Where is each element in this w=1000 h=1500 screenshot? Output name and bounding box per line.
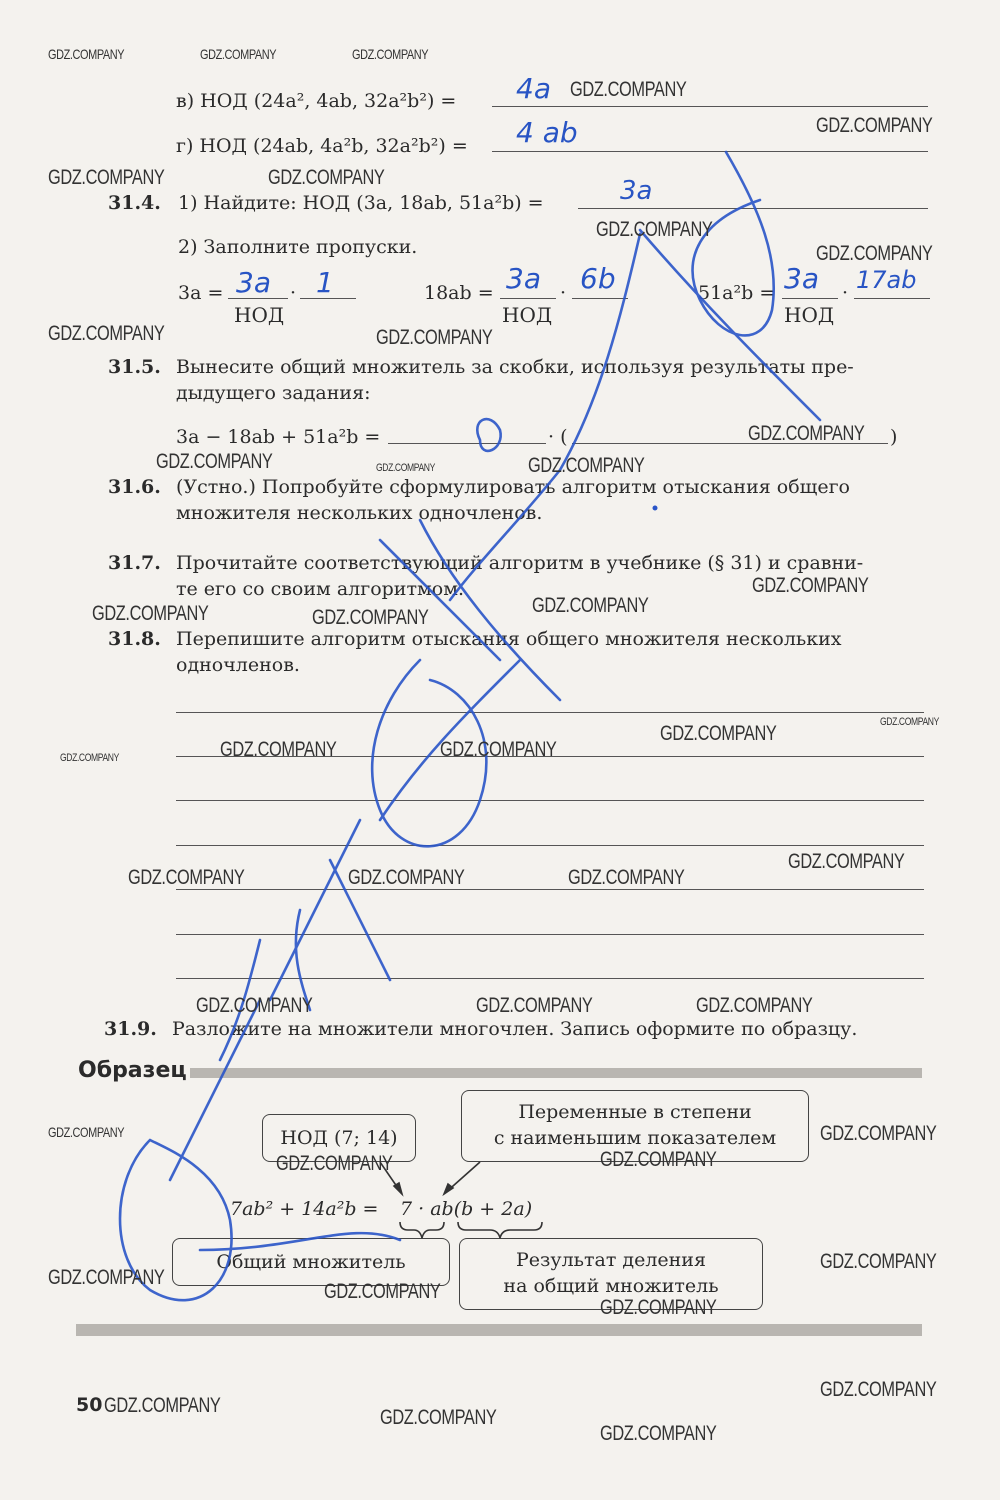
task-31-5-mid: · (	[548, 426, 568, 448]
watermark: GDZ.COMPANY	[104, 1394, 221, 1417]
task-31-5-close: )	[890, 426, 898, 448]
eq1-answer-1: 3a	[236, 266, 271, 299]
watermark: GDZ.COMPANY	[60, 752, 119, 764]
watermark: GDZ.COMPANY	[268, 166, 385, 189]
watermark: GDZ.COMPANY	[748, 422, 865, 445]
watermark: GDZ.COMPANY	[312, 606, 429, 629]
watermark: GDZ.COMPANY	[528, 454, 645, 477]
eq2-answer-2: 6b	[580, 262, 616, 295]
task-31-6-number: 31.6.	[108, 476, 161, 498]
task-31-5-expr: 3a − 18ab + 51a²b =	[176, 426, 381, 448]
watermark: GDZ.COMPANY	[600, 1422, 717, 1445]
nod-label: НОД	[784, 303, 835, 327]
task-31-5-line2: дыдущего задания:	[176, 382, 371, 404]
task-31-3-g-label: г) НОД (24ab, 4a²b, 32a²b²) =	[176, 135, 468, 157]
watermark: GDZ.COMPANY	[48, 46, 125, 62]
nod-label: НОД	[502, 303, 553, 327]
eq2-left: 18ab =	[424, 282, 494, 304]
watermark: GDZ.COMPANY	[128, 866, 245, 889]
task-31-9-number: 31.9.	[104, 1018, 157, 1040]
watermark: GDZ.COMPANY	[696, 994, 813, 1017]
watermark: GDZ.COMPANY	[600, 1148, 717, 1171]
sample-title: Образец	[78, 1058, 187, 1083]
box-division-line2: на общий множитель	[503, 1275, 719, 1297]
watermark: GDZ.COMPANY	[200, 46, 277, 62]
watermark: GDZ.COMPANY	[660, 722, 777, 745]
box-variables-line1: Переменные в степени	[518, 1101, 752, 1123]
eq3-left: 51a²b =	[698, 282, 776, 304]
dot: ·	[842, 282, 849, 304]
watermark: GDZ.COMPANY	[596, 218, 713, 241]
watermark: GDZ.COMPANY	[48, 322, 165, 345]
task-31-7-line1: Прочитайте соответствующий алгоритм в учебнике (§ 31) и сравни-	[176, 552, 864, 574]
watermark: GDZ.COMPANY	[816, 242, 933, 265]
watermark: GDZ.COMPANY	[376, 462, 435, 474]
task-31-4-part1-answer: 3a	[620, 176, 653, 206]
watermark: GDZ.COMPANY	[820, 1250, 937, 1273]
page-number: 50	[76, 1394, 103, 1416]
watermark: GDZ.COMPANY	[48, 1266, 165, 1289]
watermark: GDZ.COMPANY	[220, 738, 337, 761]
eq2-answer-1: 3a	[506, 262, 541, 295]
task-31-8-line2: одночленов.	[176, 654, 300, 676]
watermark: GDZ.COMPANY	[48, 166, 165, 189]
watermark: GDZ.COMPANY	[380, 1406, 497, 1429]
watermark: GDZ.COMPANY	[820, 1122, 937, 1145]
formula-left: 7ab² + 14a²b =	[230, 1198, 379, 1220]
watermark: GDZ.COMPANY	[348, 866, 465, 889]
task-31-7-line2: те его со своим алгоритмом.	[176, 578, 465, 600]
task-31-8-line1: Перепишите алгоритм отыскания общего множителя нескольких	[176, 628, 842, 650]
watermark: GDZ.COMPANY	[92, 602, 209, 625]
box-common-factor-text: Общий множитель	[216, 1251, 406, 1273]
task-31-3-v-answer: 4a	[516, 72, 551, 105]
watermark: GDZ.COMPANY	[156, 450, 273, 473]
watermark: GDZ.COMPANY	[48, 1124, 125, 1140]
task-31-6-line1: (Устно.) Попробуйте сформулировать алгоритм отыскания общего	[176, 476, 850, 498]
task-31-4-part1: 1) Найдите: НОД (3a, 18ab, 51a²b) =	[178, 192, 544, 214]
task-31-3-g-answer: 4 ab	[516, 116, 578, 149]
watermark: GDZ.COMPANY	[820, 1378, 937, 1401]
watermark: GDZ.COMPANY	[880, 716, 939, 728]
watermark: GDZ.COMPANY	[568, 866, 685, 889]
task-31-4-part2: 2) Заполните пропуски.	[178, 236, 418, 258]
watermark: GDZ.COMPANY	[276, 1152, 393, 1175]
dot: ·	[560, 282, 567, 304]
nod-label: НОД	[234, 303, 285, 327]
task-31-4-number: 31.4.	[108, 192, 161, 214]
watermark: GDZ.COMPANY	[600, 1296, 717, 1319]
box-nod-text: НОД (7; 14)	[280, 1127, 398, 1149]
watermark: GDZ.COMPANY	[788, 850, 905, 873]
eq3-answer-1: 3a	[784, 262, 819, 295]
watermark: GDZ.COMPANY	[376, 326, 493, 349]
box-division-line1: Результат деления	[516, 1249, 706, 1271]
watermark: GDZ.COMPANY	[752, 574, 869, 597]
watermark: GDZ.COMPANY	[324, 1280, 441, 1303]
watermark: GDZ.COMPANY	[532, 594, 649, 617]
task-31-8-number: 31.8.	[108, 628, 161, 650]
box-variables-line2: с наименьшим показателем	[493, 1127, 777, 1149]
task-31-9-text: Разложите на множители многочлен. Запись оформите по образцу.	[172, 1018, 858, 1040]
task-31-6-line2: множителя нескольких одночленов.	[176, 502, 543, 524]
watermark: GDZ.COMPANY	[476, 994, 593, 1017]
task-31-5-number: 31.5.	[108, 356, 161, 378]
dot: ·	[290, 282, 297, 304]
eq1-left: 3a =	[178, 282, 224, 304]
watermark: GDZ.COMPANY	[352, 46, 429, 62]
ink-dot	[653, 506, 658, 511]
eq3-answer-2: 17ab	[856, 266, 917, 294]
task-31-3-v-label: в) НОД (24a², 4ab, 32a²b²) =	[176, 90, 457, 112]
watermark: GDZ.COMPANY	[440, 738, 557, 761]
task-31-7-number: 31.7.	[108, 552, 161, 574]
watermark: GDZ.COMPANY	[196, 994, 313, 1017]
task-31-5-line1: Вынесите общий множитель за скобки, используя результаты пре-	[176, 356, 854, 378]
eq1-answer-2: 1	[316, 266, 334, 299]
watermark: GDZ.COMPANY	[816, 114, 933, 137]
formula-right: 7 · ab(b + 2a)	[400, 1198, 533, 1220]
watermark: GDZ.COMPANY	[570, 78, 687, 101]
